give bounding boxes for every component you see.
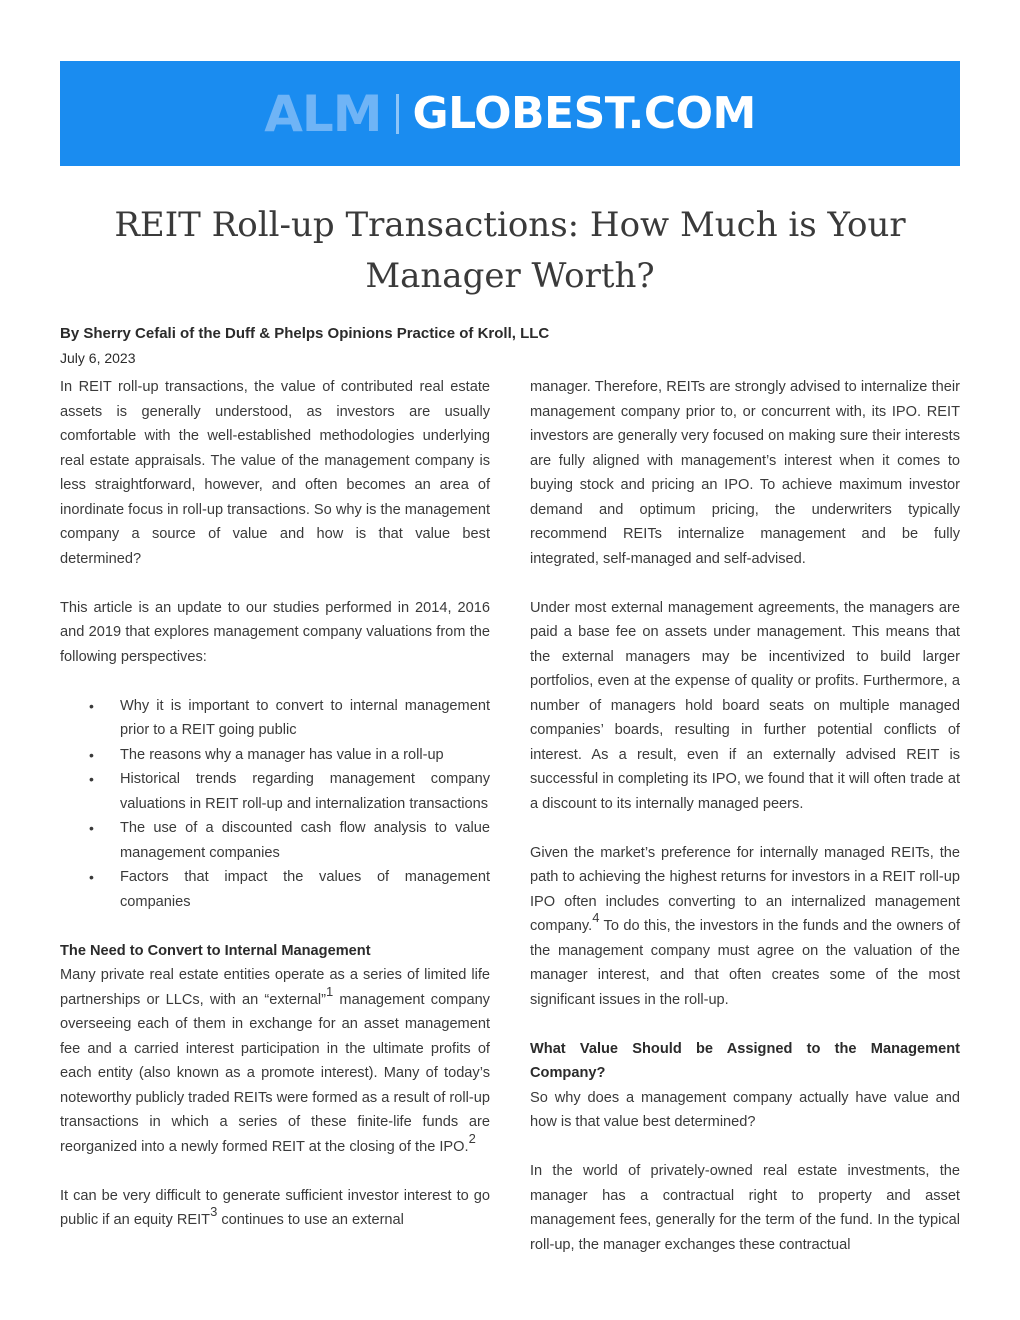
spacer [530,1012,960,1037]
logo-divider [396,94,399,134]
right-column [530,375,960,1257]
section-heading: What Value Should be Assigned to the Management [530,1040,960,1057]
article-title-line-1: REIT Roll-up Transactions: How Much is Your [114,205,906,245]
list-item [60,865,490,914]
spacer [60,914,490,939]
paragraph: In the world of privately-owned real estate investments, the manager has a contractual right to property and asset management fees, generally for the term of the fund. In the typical roll-up, the manager exchanges these contractual [530,1163,960,1253]
list-item-text: The reasons why a manager has value in a roll-up [120,746,444,763]
paragraph: This article is an update to our studies performed in 2014, 2016 and 2019 that explores management company valuations from the following perspectives: [60,599,490,665]
spacer [530,571,960,596]
spacer [530,816,960,841]
bullet-icon: • [89,820,94,836]
list-item-text: Historical trends regarding management company valuations in REIT roll-up and internalization transactions [120,771,490,812]
article-title-line-2: Manager Worth? [365,256,655,296]
paragraph-text: It can be very difficult to generate sufficient investor interest to go public if an equity REIT [60,1187,490,1228]
paragraph: So why does a management company actually have value and how is that value best determined? [530,1089,960,1130]
header-banner [60,61,960,166]
section-heading: The Need to Convert to Internal Management [60,942,371,959]
footnote-ref[interactable]: 2 [468,1130,476,1146]
list-item [60,694,490,743]
spacer [60,1159,490,1184]
bullet-icon: • [89,771,94,787]
spacer [530,1135,960,1160]
paragraph-text: Many private real estate entities operate as a series of limited life partnerships or LLCs, with an “external” [60,967,490,1008]
byline: By Sherry Cefali of the Duff & Phelps Opinions Practice of Kroll, LLC [60,325,550,342]
bullet-icon: • [89,869,94,885]
article-title [100,200,920,302]
paragraph [60,963,490,1159]
paragraph [530,841,960,1013]
bullet-icon: • [89,697,94,714]
spacer [60,571,490,596]
spacer [60,669,490,694]
list-item [60,743,490,768]
alm-logo-text: ALM [264,84,382,143]
site-name: GLOBEST.COM [412,88,756,139]
list-item-text: Factors that impact the values of management companies [120,869,490,910]
section-heading-continued: Company? [530,1065,606,1081]
list-item [60,767,490,816]
paragraph-text: continues to use an external [217,1212,404,1228]
footnote-ref[interactable]: 1 [326,983,334,999]
publish-date: July 6, 2023 [60,350,136,366]
bullet-icon: • [89,746,94,763]
paragraph-text: To do this, the investors in the funds and the owners of the management company must agree on the valuation of the manager interest, and that often creates some of the most significant issues in the roll-up. [530,918,960,1008]
paragraph [60,1184,490,1233]
paragraph: Under most external management agreements, the managers are paid a base fee on assets under management. This means that the external managers may be incentivized to build larger portfolios, even at the expense of quality or profits. Furthermore, a number of managers hold board seats on multiple managed companies’ boards, resulting in further potential conflicts of interest. As a result, even if an externally advised REIT is successful in completing its IPO, we found that it will often trade at a discount to its internally managed peers. [530,599,960,812]
list-item-text: The use of a discounted cash flow analysis to value management companies [120,820,490,861]
paragraph-text: management company overseeing each of them in exchange for an asset management fee and a carried interest participation in the ultimate profits of each entity (also known as a promote interest). Many of today’s noteworthy publicly traded REITs were formed as a result of roll-up transactions in which a series of these finite-life funds are reorganized into a newly formed REIT at the closing of the IPO. [60,991,490,1155]
left-column [60,375,490,1233]
list-item [60,816,490,865]
paragraph: In REIT roll-up transactions, the value of contributed real estate assets is generally understood, as investors are usually comfortable with the well-established methodologies underlying real estate appraisals. The value of the management company is less straightforward, however, and often becomes an area of inordinate focus in roll-up transactions. So why is the management company a source of value and how is that value best determined? [60,379,490,567]
perspectives-list [60,694,490,915]
paragraph: manager. Therefore, REITs are strongly advised to internalize their management company prior to, or concurrent with, its IPO. REIT investors are generally very focused on making sure their interests are fully aligned with management’s interest when it comes to buying stock and pricing an IPO. To achieve maximum investor demand and optimum pricing, the underwriters typically recommend REITs internalize management and be fully integrated, self-managed and self-advised. [530,379,960,567]
paragraph-text: Given the market’s preference for internally managed REITs, the path to achieving the highest returns for investors in a REIT roll-up IPO often includes converting to an internalized management company. [530,844,960,934]
site-logo[interactable] [60,61,960,166]
list-item-text: Why it is important to convert to internal management prior to a REIT going public [120,697,490,738]
footnote-ref[interactable]: 3 [210,1204,218,1220]
footnote-ref[interactable]: 4 [592,910,600,926]
